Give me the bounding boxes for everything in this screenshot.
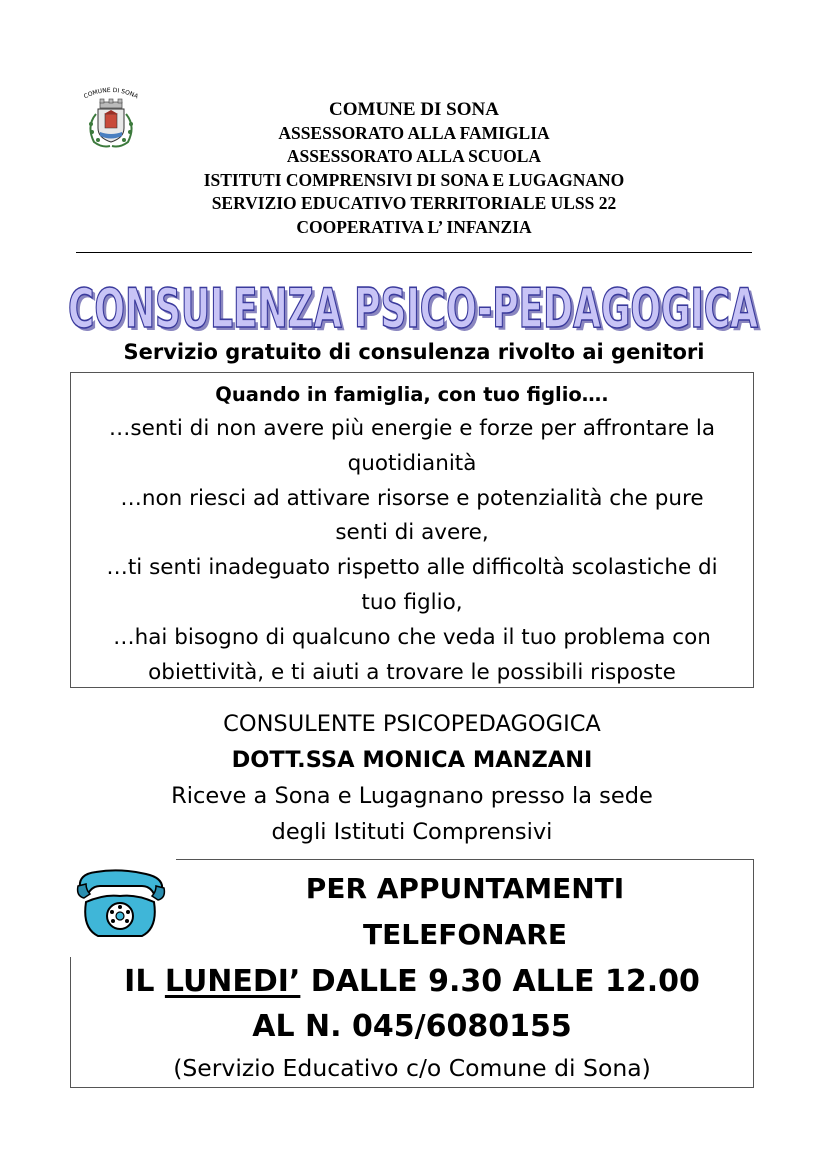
questions-box <box>70 372 754 688</box>
consultant-location-line: Riceve a Sona e Lugagnano presso la sede <box>171 783 653 809</box>
appointment-box-top-border <box>176 859 754 860</box>
header-line-scuola: ASSESSORATO ALLA SCUOLA <box>286 146 542 166</box>
header-divider <box>76 252 752 253</box>
question-line: …non riesci ad attivare risorse e potenzialità che pure <box>120 485 704 511</box>
letterhead <box>76 98 752 239</box>
question-line: senti di avere, <box>335 520 489 546</box>
consultant-role: CONSULENTE PSICOPEDAGOGICA <box>223 711 601 737</box>
header-line-cooperativa: COOPERATIVA L’ INFANZIA <box>296 216 532 237</box>
appointment-schedule <box>70 960 754 1004</box>
consultant-location-line: degli Istituti Comprensivi <box>271 819 553 845</box>
question-line: …ti senti inadeguato rispetto alle difficoltà scolastiche di <box>106 555 718 581</box>
telephone-icon <box>76 866 168 942</box>
question-line: obiettività, e ti aiuti a trovare le possibili risposte <box>148 659 676 685</box>
page-title-text: CONSULENZA PSICO-PEDAGOGICA <box>68 277 759 340</box>
appointment-note: (Servizio Educativo c/o Comune di Sona) <box>173 1054 651 1082</box>
appointment-line2: TELEFONARE <box>363 918 567 951</box>
question-line: tuo figlio, <box>361 589 463 615</box>
page-title <box>0 270 826 340</box>
logo-caption: COMUNE DI SONA <box>82 86 140 101</box>
schedule-prefix: IL <box>124 964 165 999</box>
question-line: …hai bisogno di qualcuno che veda il tuo problema con <box>113 624 711 650</box>
schedule-hours: DALLE 9.30 ALLE 12.00 <box>300 964 700 999</box>
schedule-day: LUNEDI’ <box>164 964 301 999</box>
question-line: …senti di non avere più energie e forze per affrontare la <box>108 416 716 441</box>
appointment-heading <box>230 866 700 958</box>
appointment-box-bottom-border <box>70 1087 754 1088</box>
appointment-line1: PER APPUNTAMENTI <box>305 872 625 905</box>
header-line-servizio: SERVIZIO EDUCATIVO TERRITORIALE ULSS 22 <box>211 193 617 213</box>
header-line-istituti: ISTITUTI COMPRENSIVI DI SONA E LUGAGNANO <box>203 169 625 190</box>
header-line-famiglia: ASSESSORATO ALLA FAMIGLIA <box>278 122 550 143</box>
consultant-name: DOTT.SSA MONICA MANZANI <box>231 747 593 773</box>
subtitle: Servizio gratuito di consulenza rivolto ai genitori <box>123 340 705 364</box>
page-title-shadow: CONSULENZA PSICO-PEDAGOGICA <box>71 280 762 340</box>
consultant-section <box>70 706 754 850</box>
phone-number: AL N. 045/6080155 <box>252 1009 572 1044</box>
header-line-comune: COMUNE DI SONA <box>329 99 499 120</box>
question-line: quotidianità <box>347 450 477 476</box>
questions-heading: Quando in famiglia, con tuo figlio…. <box>215 383 609 406</box>
